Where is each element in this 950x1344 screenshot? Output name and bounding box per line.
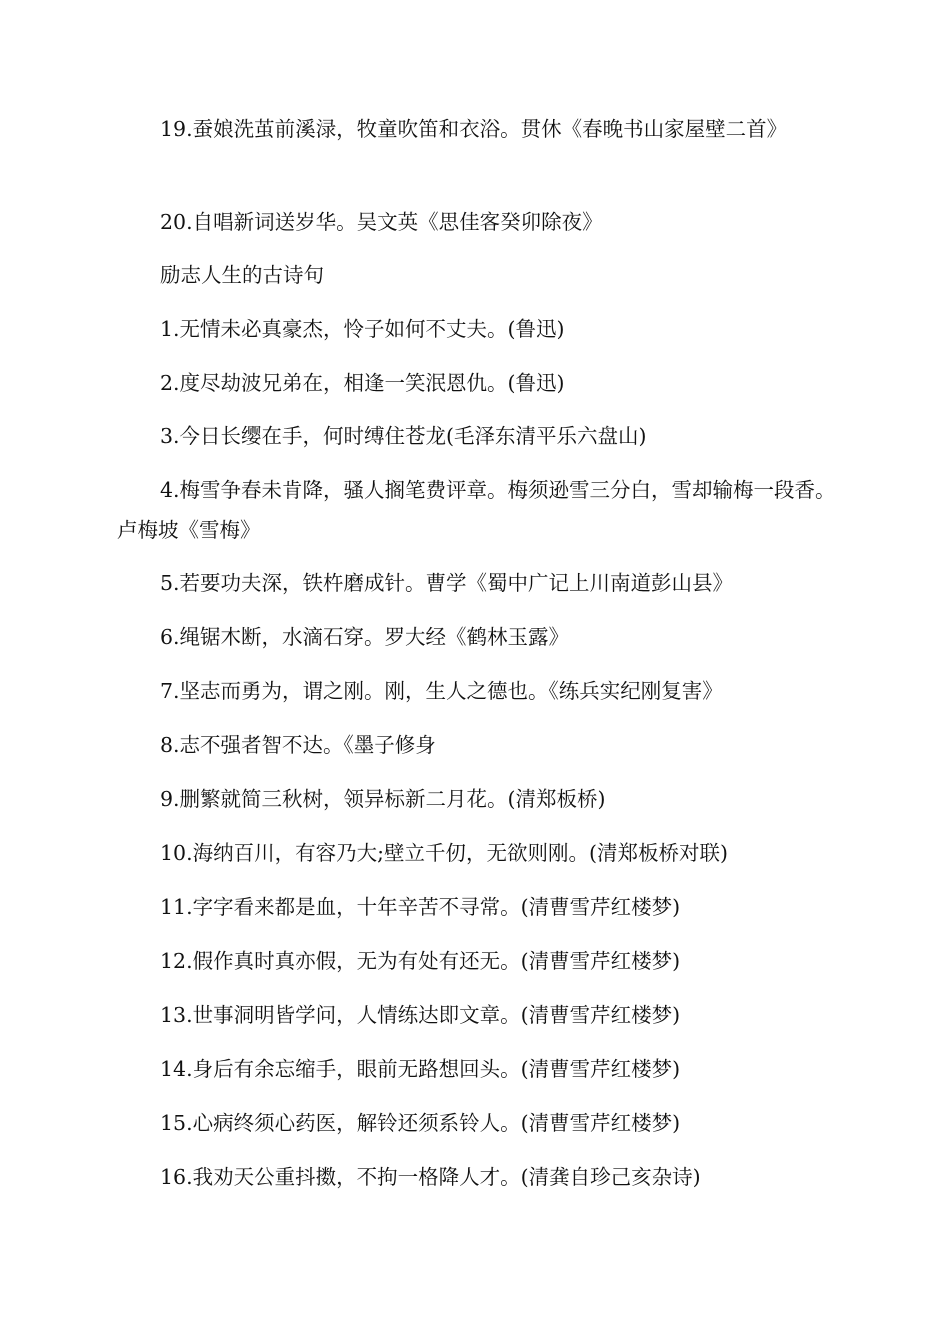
- quote-line-9: 9.删繁就简三秋树，领异标新二月花。(清郑板桥): [160, 787, 606, 811]
- quote-line-13: 13.世事洞明皆学问，人情练达即文章。(清曹雪芹红楼梦): [160, 1003, 681, 1027]
- quote-line-10: 10.海纳百川，有容乃大;壁立千仞，无欲则刚。(清郑板桥对联): [160, 841, 729, 865]
- quote-line-5: 5.若要功夫深，铁杵磨成针。曹学《蜀中广记上川南道彭山县》: [160, 571, 734, 595]
- quote-line-11: 11.字字看来都是血，十年辛苦不寻常。(清曹雪芹红楼梦): [160, 895, 681, 919]
- quote-line-4: 4.梅雪争春未肯降，骚人搁笔费评章。梅须逊雪三分白，雪却输梅一段香。卢梅坡《雪梅》: [117, 478, 836, 542]
- poem-line-20: 20.自唱新词送岁华。吴文英《思佳客癸卯除夜》: [160, 210, 603, 234]
- quote-line-1: 1.无情未必真豪杰，怜子如何不丈夫。(鲁迅): [160, 317, 565, 341]
- quote-line-2: 2.度尽劫波兄弟在，相逢一笑泯恩仇。(鲁迅): [160, 371, 565, 395]
- quote-line-7: 7.坚志而勇为，谓之刚。刚，生人之德也。《练兵实纪刚复害》: [160, 679, 723, 703]
- section-heading: 励志人生的古诗句: [160, 263, 324, 287]
- quote-line-16: 16.我劝天公重抖擞，不拘一格降人才。(清龚自珍己亥杂诗): [160, 1165, 701, 1189]
- quote-line-12: 12.假作真时真亦假，无为有处有还无。(清曹雪芹红楼梦): [160, 949, 681, 973]
- quote-line-8: 8.志不强者智不达。《墨子修身: [160, 733, 436, 757]
- quote-line-15: 15.心病终须心药医，解铃还须系铃人。(清曹雪芹红楼梦): [160, 1111, 681, 1135]
- poem-line-19: 19.蚕娘洗茧前溪渌，牧童吹笛和衣浴。贯休《春晚书山家屋壁二首》: [160, 117, 788, 141]
- quote-line-14: 14.身后有余忘缩手，眼前无路想回头。(清曹雪芹红楼梦): [160, 1057, 681, 1081]
- quote-line-3: 3.今日长缨在手，何时缚住苍龙(毛泽东清平乐六盘山): [160, 424, 647, 448]
- quote-line-6: 6.绳锯木断，水滴石穿。罗大经《鹤林玉露》: [160, 625, 570, 649]
